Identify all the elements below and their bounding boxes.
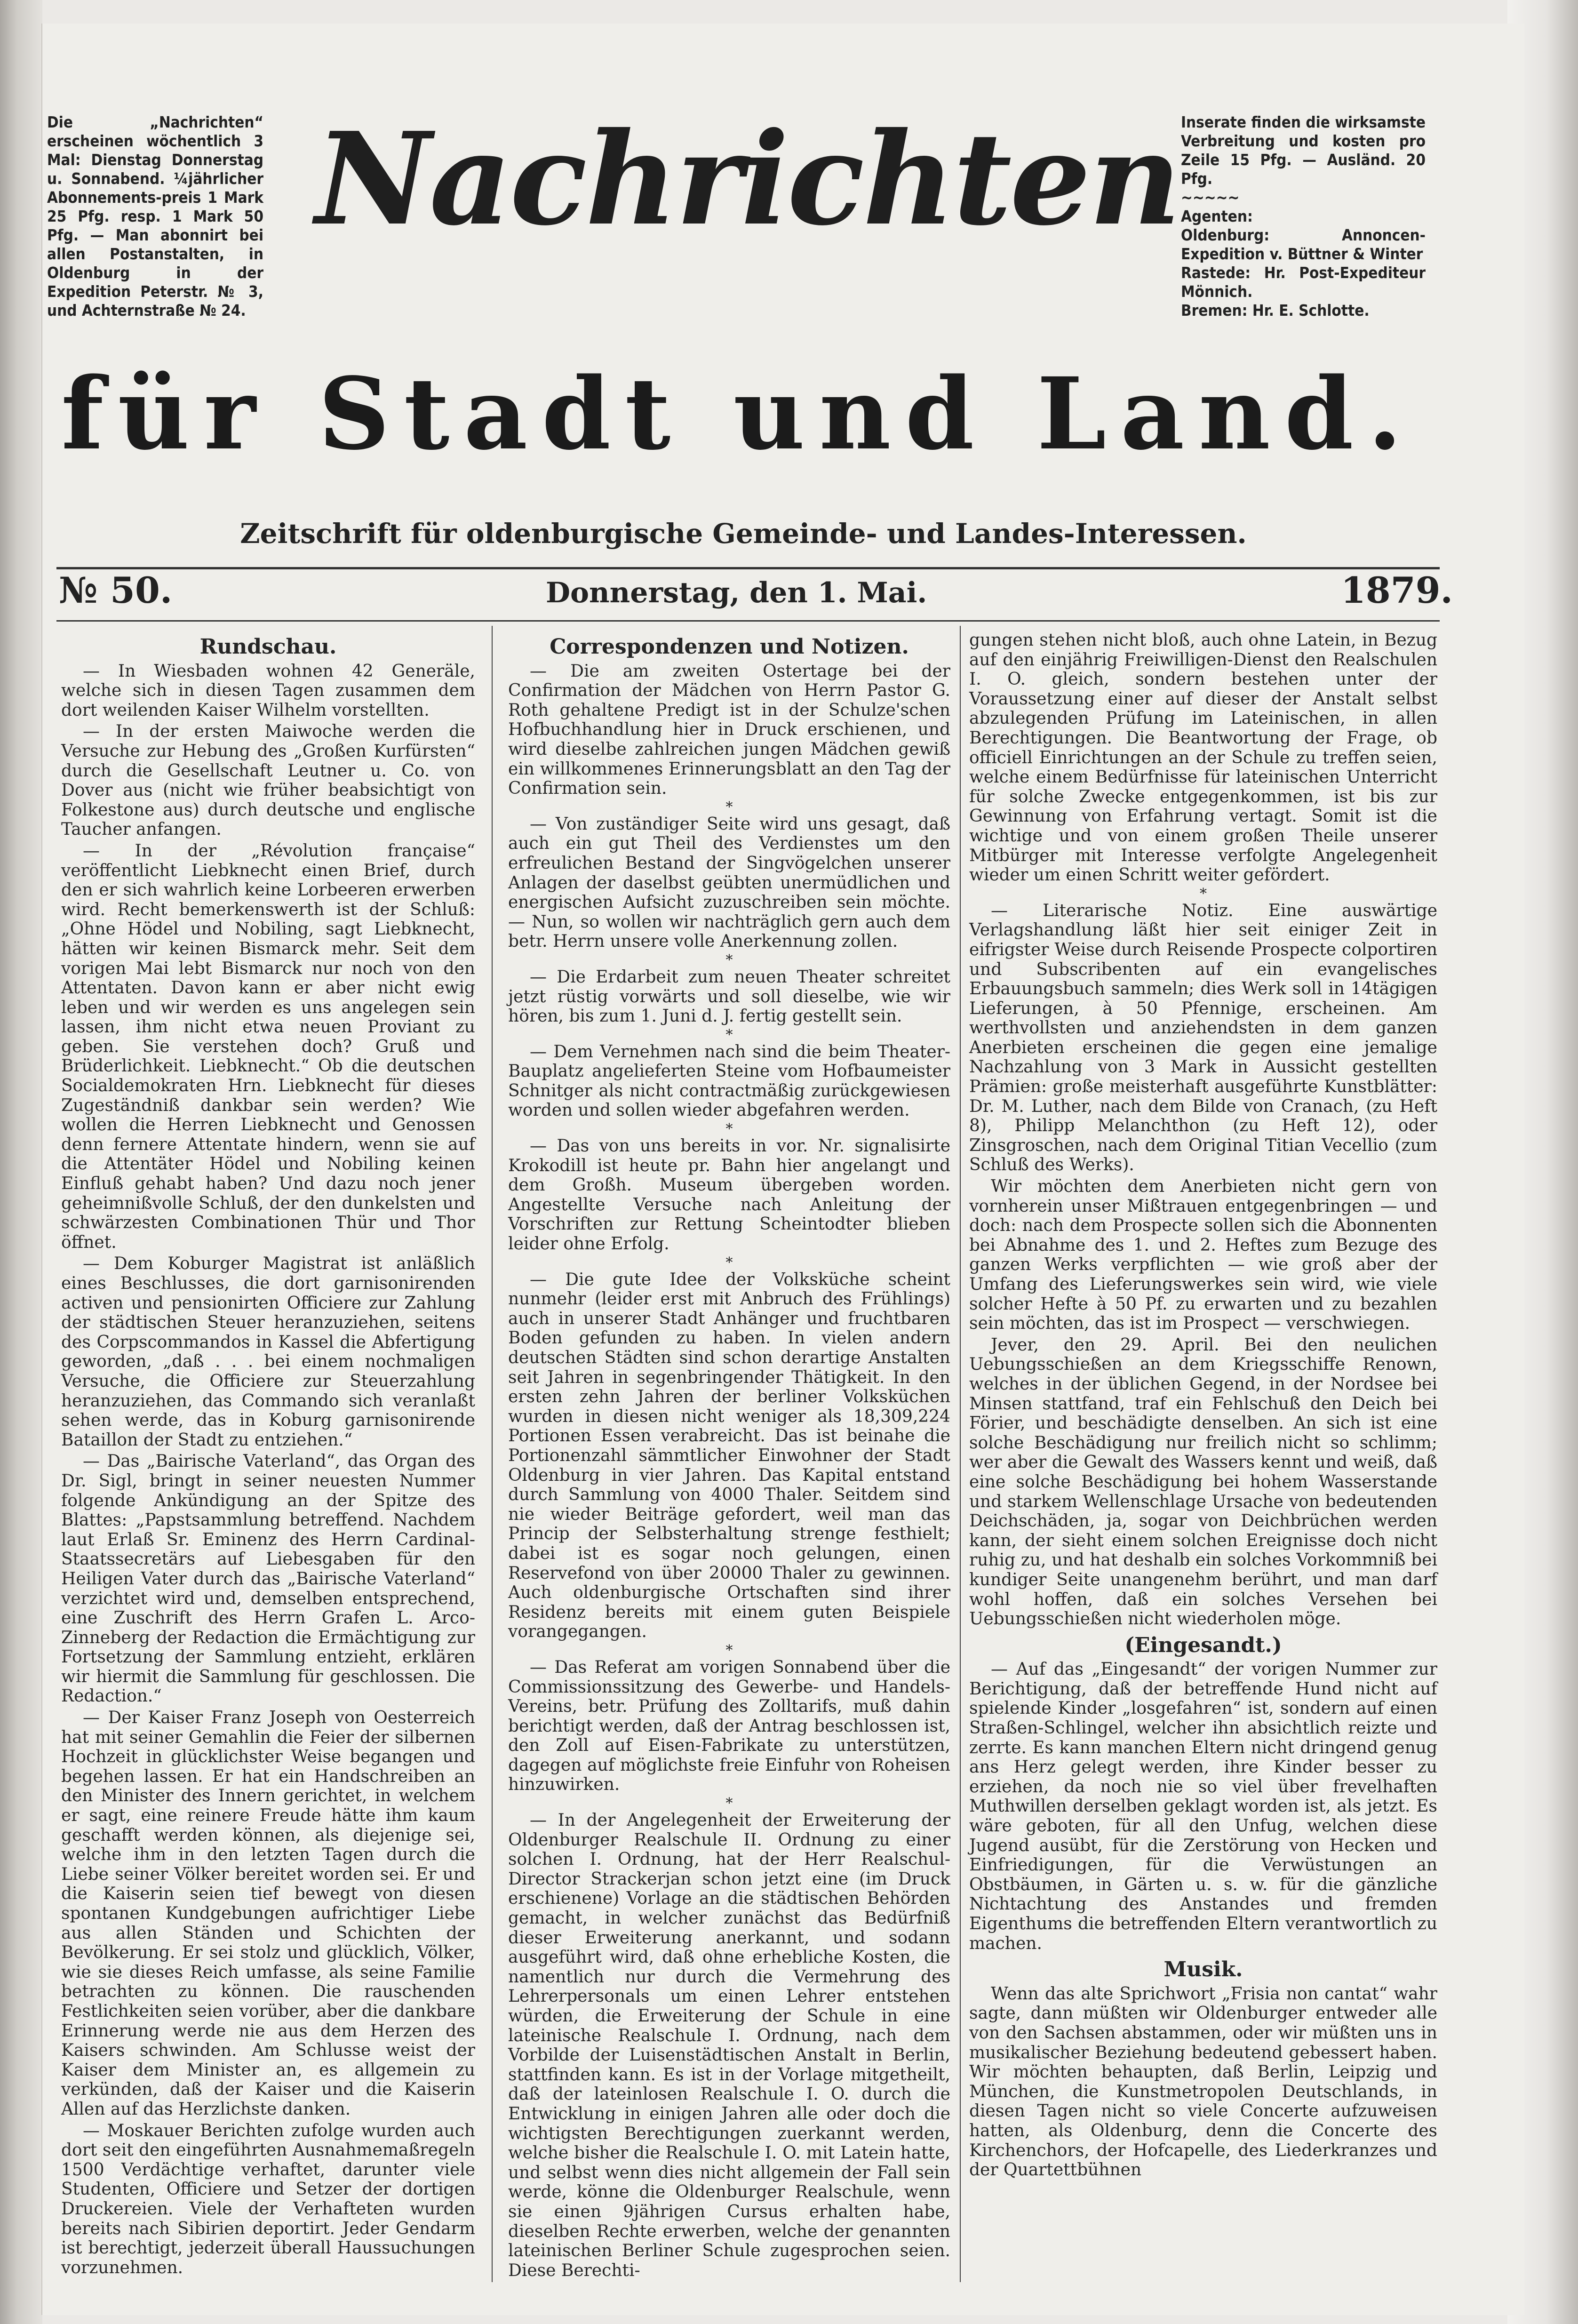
article-paragraph: Jever, den 29. April. Bei den neulichen Uebungsschießen an dem Kriegsschiffe Renown, welches in der üblichen Gegend, in der Nordsee bei Minsen stattfand, traf ein Fehlschuß den Deich bei Förier, und beschädigte denselben. An sich ist eine solche Beschädigung nur freilich nicht so schlimm; wer aber die Gewalt des Wassers kennt und weiß, daß eine solche Beschädigung bei hohem Wasserstande und starkem Wellenschlage Ursache von bedeutenden Deichschäden, ja, sogar von Deichbrüchen werden kann, der sieht einem solchen Ereignisse doch nicht ruhig zu, und hat deshalb ein solches Vorkommniß bei kundiger Seite unangenehm berührt, und man darf wohl hoffen, daß ein solches Versehen bei Uebungsschießen nicht wiederholen möge. [969, 1335, 1437, 1629]
article-paragraph: Wenn das alte Sprichwort „Frisia non cantat“ wahr sagte, dann müßten wir Oldenburger entweder alle von den Sachsen abstammen, oder wir müßten uns in musikalischer Beziehung bedeutend gebessert haben. Wir möchten behaupten, daß Berlin, Leipzig und München, die Kunstmetropolen Deutschlands, in diesen Tagen nicht so viele Concerte aufzuweisen hatten, als Oldenburg, denn die Concerte des Kirchenchors, der Hofcapelle, des Liederkranzes und der Quartettbühnen [969, 1984, 1437, 2180]
masthead-subtitle: Zeitschrift für oldenburgische Gemeinde- und Landes-Interessen. [240, 518, 1247, 550]
article-paragraph: — Die gute Idee der Volksküche scheint nunmehr (leider erst mit Anbruch des Frühlings) auch in unserer Stadt Anhänger und fruchtbaren Boden gefunden zu haben. In vielen andern deutschen Städten sind schon derartige Anstalten seit Jahren in segenbringender Thätigkeit. In den ersten zehn Jahren der berliner Volksküchen wurden in diesen nicht weniger als 18,309,224 Portionen Essen verabreicht. Das ist beinahe die Portionenzahl sämmtlicher Einwohner der Stadt Oldenburg in vier Jahren. Das Kapital entstand durch Sammlung von 4000 Thaler. Seitdem sind nie wieder Beiträge gefordert, weil man das Princip der Selbsterhaltung strenge festhielt; dabei ist es sogar noch gelungen, einen Reservefond von über 20000 Thaler zu gewinnen. Auch oldenburgische Ortschaften sind ihrer Residenz bereits mit einem guten Beispiele vorangegangen. [508, 1270, 950, 1642]
subscription-info-box: Die „Nachrichten“ erscheinen wöchentlich 3 Mal: Dienstag Donnerstag u. Sonnabend. ¼jährlicher Abonnements-preis 1 Mark 25 Pfg. resp. 1 Mark 50 Pfg. — Man abonnirt bei allen Postanstalten, in Oldenburg in der Expedition Peterstr. № 3, und Achternstraße № 24. [47, 113, 263, 319]
article-paragraph: — Von zuständiger Seite wird uns gesagt, daß auch ein gut Theil des Verdienstes um den erfreulichen Bestand der Singvögelchen unserer Anlagen der daselbst geübten unermüdlichen und energischen Aufsicht zuzuschreiben sein möchte. — Nun, so wollen wir nachträglich gern auch dem betr. Herrn unsere volle Anerkennung zollen. [508, 814, 950, 951]
issue-date: Donnerstag, den 1. Mai. [546, 576, 927, 609]
article-paragraph: — In der Angelegenheit der Erweiterung der Oldenburger Realschule II. Ordnung zu einer solchen I. Ordnung, hat der Herr Realschul-Director Strackerjan schon jetzt eine (im Druck erschienene) Vorlage an die städtischen Behörden gemacht, in welcher zunächst das Bedürfniß dieser Erweiterung anerkannt, und sodann ausgeführt wird, daß ohne erhebliche Kosten, die namentlich nur durch die Vermehrung des Lehrerpersonals um einen Lehrer entstehen würden, die Erweiterung der Schule in eine lateinische Realschule I. Ordnung, nach dem Vorbilde der Luisenstädtischen Anstalt in Berlin, stattfinden kann. Es ist in der Vorlage mitgetheilt, daß der lateinlosen Realschule I. O. durch die Entwicklung in einigen Jahren alle oder doch die wichtigsten Berechtigungen zuerkannt werden, welche bisher die Realschule I. O. mit Latein hatte, und selbst wenn dies nicht allgemein der Fall sein werde, könne die Oldenburger Realschule, wenn sie einen 9jährigen Cursus erhalten habe, dieselben Rechte erwerben, welche der genannten lateinischen Berliner Schule zugesprochen seien. Diese Berechti- [508, 1811, 950, 2280]
article-paragraph: — Dem Koburger Magistrat ist anläßlich eines Beschlusses, die dort garnisonirenden activen und pensionirten Officiere zur Zahlung der städtischen Steuer heranzuziehen, seitens des Corpscommandos in Kassel die Abfertigung geworden, „daß . . . bei einem nochmaligen Versuche, die Officiere zur Steuerzahlung heranzuziehen, das Commando sich veranlaßt sehen werde, das in Koburg garnisonirende Bataillon der Stadt zu entziehen.“ [61, 1254, 475, 1450]
issue-rule-bottom [56, 620, 1440, 622]
masthead-title-line1: Nachrichten [315, 104, 1180, 254]
article-paragraph: — Das von uns bereits in vor. Nr. signalisirte Krokodill ist heute pr. Bahn hier angelangt und dem Großh. Museum übergeben worden. Angestellte Versuche nach Anleitung der Vorschriften zur Rettung Scheintodter blieben leider ohne Erfolg. [508, 1136, 950, 1254]
book-binding-edge [0, 0, 42, 2324]
article-paragraph: — In der „Révolution française“ veröffentlicht Liebknecht einen Brief, durch den er sich wahrlich keine Lorbeeren erwerben wird. Recht bemerkenswerth ist der Schluß: „Ohne Hödel und Nobiling, sagt Liebknecht, hätten wir keinen Bismarck mehr. Seit dem vorigen Mai lebt Bismarck nur noch von den Attentaten. Davon kann er aber nicht ewig leben und wir werden es uns angelegen sein lassen, ihm nicht etwa neuen Proviant zu geben. Sie verstehen doch? Gruß und Brüderlichkeit. Liebknecht.“ Ob die deutschen Socialdemokraten Hrn. Liebknecht für dieses Zugeständniß dankbar sein werden? Wie wollen die Herren Liebknecht und Genossen denn fernere Attentate hindern, wenn sie auf die Attentäter Hödel und Nobiling keinen Einfluß gehabt haben? Und dazu noch jener geheimnißvolle Schluß, der den dunkelsten und schwärzesten Combinationen Thür und Thor öffnet. [61, 841, 475, 1252]
column-divider-1 [492, 626, 493, 2282]
column-divider-2 [960, 626, 961, 2282]
column-rundschau [61, 631, 475, 2279]
article-paragraph: — Literarische Notiz. Eine auswärtige Verlagshandlung läßt hier seit einiger Zeit in eifrigster Weise durch Reisende Prospecte colportiren und Subscribenten auf ein evangelisches Erbauungsbuch sammeln; dies Werk soll in 14tägigen Lieferungen, à 50 Pfennige, erscheinen. Am werthvollsten und anziehendsten in dem ganzen Anerbieten erscheinen die gegen eine jemalige Nachzahlung von 3 Mark in Aussicht gestellten Prämien: große meisterhaft ausgeführte Kunstblätter: Dr. M. Luther, nach dem Bilde von Cranach, (zu Heft 8), Philipp Melanchthon (zu Heft 12), oder Zinsgroschen, nach dem Original Titian Vecellio (zum Schluß des Werks). [969, 901, 1437, 1175]
article-paragraph: — Der Kaiser Franz Joseph von Oesterreich hat mit seiner Gemahlin die Feier der silbernen Hochzeit in glücklichster Weise begangen und begehen lassen. Er hat ein Handschreiben an den Minister des Innern gerichtet, in welchem er sagt, eine reinere Freude hätte ihm kaum geschafft werden können, als diejenige sei, welche ihm in den letzten Tagen durch die Liebe seiner Völker bereitet worden sei. Er und die Kaiserin seien tief bewegt von diesen spontanen Kundgebungen aufrichtiger Liebe aus allen Ständen und Schichten der Bevölkerung. Er sei stolz und glücklich, Völker, wie sie dieses Reich umfasse, als seine Familie betrachten zu können. Die rauschenden Festlichkeiten seien vorüber, aber die dankbare Erinnerung werde nie aus dem Herzen des Kaisers schwinden. Am Schlusse weist der Kaiser dem Minister an, es allgemein zu verkünden, daß der Kaiser und die Kaiserin Allen auf das Herzlichste danken. [61, 1708, 475, 2119]
article-paragraph: — Das Referat am vorigen Sonnabend über die Commissionssitzung des Gewerbe- und Handels-Vereins, betr. Prüfung des Zolltarifs, muß dahin berichtigt werden, daß der Antrag beschlossen ist, den Zoll auf Eisen-Fabrikate zu unterstützen, dagegen auf möglichste freie Einfuhr von Roheisen hinzuwirken. [508, 1657, 950, 1795]
article-paragraph: — Das „Bairische Vaterland“, das Organ des Dr. Sigl, bringt in seiner neuesten Nummer folgende Ankündigung an der Spitze des Blattes: „Papstsammlung betreffend. Nachdem laut Erlaß Sr. Eminenz des Herrn Cardinal-Staatssecretärs auf Liebesgaben für den Heiligen Vater durch das „Bairische Vaterland“ verzichtet wird und, demselben entsprechend, eine Zuschrift des Herrn Grafen L. Arco-Zinneberg der Redaction die Ermächtigung zur Fortsetzung der Sammlung entzieht, erklären wir hiermit die Sammlung für geschlossen. Die Redaction.“ [61, 1452, 475, 1706]
separator-asterisk: * [725, 1121, 733, 1138]
separator-asterisk: * [725, 1795, 733, 1812]
article-paragraph: — Moskauer Berichten zufolge wurden auch dort seit den eingeführten Ausnahmemaßregeln 1500 Verdächtige verhaftet, darunter viele Studenten, Officiere und Setzer der dortigen Druckereien. Viele der Verhafteten wurden bereits nach Sibirien deportirt. Jeder Gendarm ist berechtigt, jederzeit überall Haussuchungen vorzunehmen. [61, 2121, 475, 2277]
section-heading-correspondenzen: Correspondenzen und Notizen. [550, 635, 909, 659]
separator-asterisk: * [725, 1642, 733, 1659]
article-paragraph: — Die Erdarbeit zum neuen Theater schreitet jetzt rüstig vorwärts und soll dieselbe, wie wir hören, bis zum 1. Juni d. J. fertig gestellt sein. [508, 967, 950, 1026]
article-paragraph: — In der ersten Maiwoche werden die Versuche zur Hebung des „Großen Kurfürsten“ durch die Gesellschaft Leutner u. Co. von Dover aus (nicht wie früher beabsichtigt von Folkestone aus) durch deutsche und englische Taucher anfangen. [61, 722, 475, 839]
separator-asterisk: * [725, 1254, 733, 1271]
issue-year: 1879. [1341, 569, 1453, 611]
separator-asterisk: * [725, 799, 733, 815]
masthead-title-line2: für Stadt und Land. [61, 356, 1417, 472]
separator-asterisk: * [725, 1026, 733, 1043]
article-paragraph: gungen stehen nicht bloß, auch ohne Latein, in Bezug auf den einjährig Freiwilligen-Dienst den Realschulen I. O. gleich, sondern bestehen unter der Voraussetzung einer auf dieser der Anstalt selbst abzulegenden Prüfung im Lateinischen, in allen Berechtigungen. Die Beantwortung der Frage, ob officiell Einrichtungen an der Schule zu treffen seien, welche einem Bedürfnisse für lateinischen Unterricht für solche Zwecke entgegenkommen, ist bis zur Gewinnung von Erfahrung vertagt. Somit ist die wichtige und von einem großen Theile unserer Mitbürger mit Interesse verfolgte Angelegenheit wieder um einen Schritt weiter gefördert. [969, 631, 1437, 885]
section-heading-musik: Musik. [1164, 1957, 1243, 1982]
article-paragraph: — Die am zweiten Ostertage bei der Confirmation der Mädchen von Herrn Pastor G. Roth gehaltene Predigt ist in der Schulze'schen Hofbuchhandlung hier in Druck erschienen, und wird dieselbe zahlreichen jungen Mädchen gewiß ein willkommenes Erinnerungsblatt an den Tag der Confirmation sein. [508, 661, 950, 799]
advertising-info-box: Inserate finden die wirksamste Verbreitung und kosten pro Zeile 15 Pfg. — Ausländ. 20 Pfg. ~~~~~ Agenten: Oldenburg: Annoncen-Expedition v. Büttner & Winter Rastede: Hr. Post-Expediteur Mönnich. Bremen: Hr. E. Schlotte. [1181, 113, 1426, 319]
separator-asterisk: * [1200, 885, 1207, 902]
article-paragraph: — Dem Vernehmen nach sind die beim Theater-Bauplatz angelieferten Steine vom Hofbaumeister Schnitger als nicht contractmäßig zurückgewiesen worden und sollen wieder abgefahren werden. [508, 1042, 950, 1120]
issue-rule-top [56, 567, 1440, 569]
article-paragraph: — Auf das „Eingesandt“ der vorigen Nummer zur Berichtigung, daß der betreffende Hund nicht auf spielende Kinder „losgefahren“ ist, sondern auf einen Straßen-Schlingel, welcher ihn absichtlich reizte und zerrte. Es kann manchen Eltern nicht dringend genug ans Herz gelegt werden, ihre Kinder besser zu erziehen, da noch nie so viel über frevelhaften Muthwillen derselben geklagt worden ist, als jetzt. Es wäre geboten, für all den Unfug, welchen diese Jugend ausübt, für die Zerstörung von Hecken und Einfriedigungen, für die Verwüstungen an Obstbäumen, in Gärten u. s. w. für die gänzliche Nichtachtung des Anstandes und fremden Eigenthums die betreffenden Eltern verantwortlich zu machen. [969, 1660, 1437, 1953]
article-paragraph: — In Wiesbaden wohnen 42 Generäle, welche sich in diesen Tagen zusammen dem dort weilenden Kaiser Wilhelm vorstellten. [61, 661, 475, 720]
column-correspondenzen [508, 631, 950, 2282]
section-heading-eingesandt: (Eingesandt.) [1124, 1633, 1282, 1657]
column-right [969, 631, 1437, 2182]
section-heading-rundschau: Rundschau. [199, 635, 337, 659]
article-paragraph: Wir möchten dem Anerbieten nicht gern von vornherein unser Mißtrauen entgegenbringen — und doch: nach dem Prospecte sollen sich die Abonnenten bei Abnahme des 1. und 2. Heftes zum Bezuge des ganzen Werks verpflichten — wie groß aber der Umfang des Lieferungswerkes sein wird, wie viele solcher Hefte à 50 Pf. zu erwarten und zu bezahlen sein möchten, das ist im Prospect — verschwiegen. [969, 1177, 1437, 1334]
issue-number: № 50. [59, 569, 173, 611]
separator-asterisk: * [725, 951, 733, 968]
